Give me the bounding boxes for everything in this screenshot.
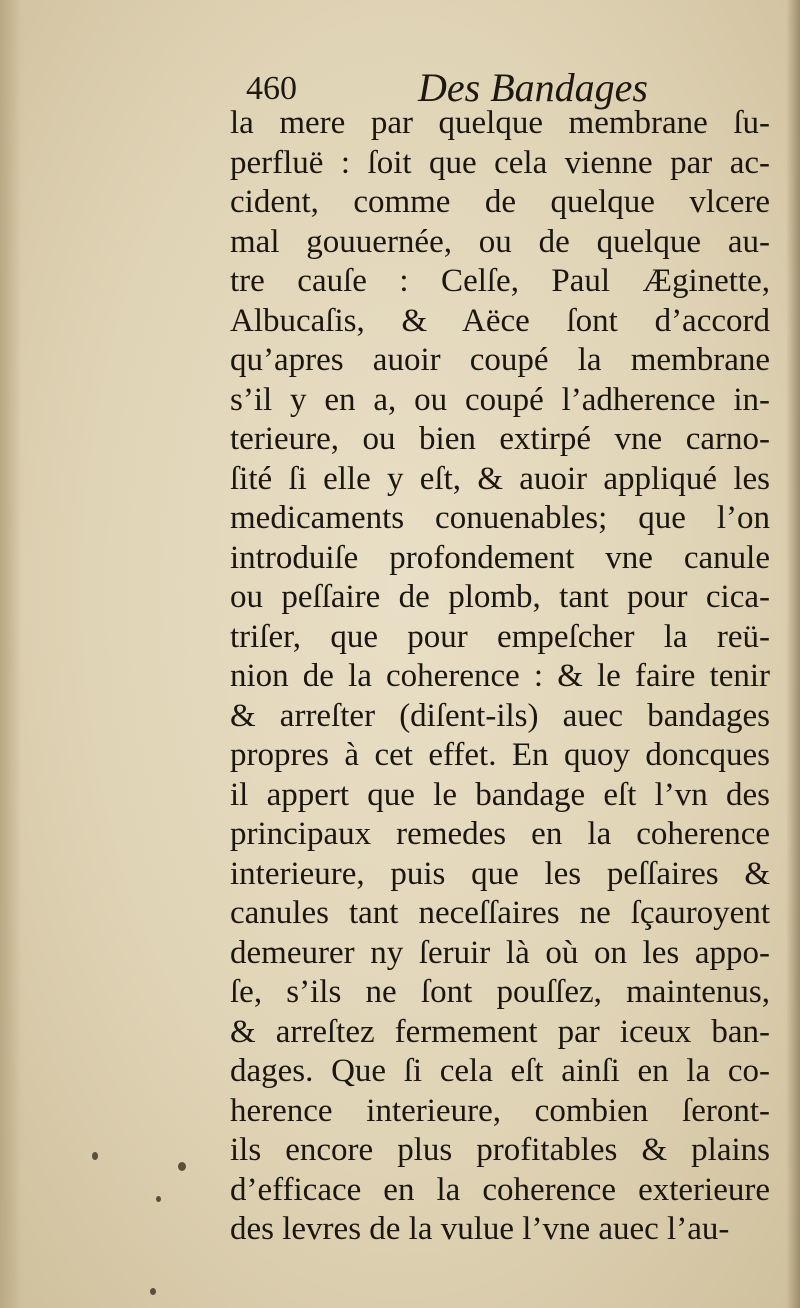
body-text: [230, 104, 770, 1250]
text-line: Albucaſis, & Aëce ſont d’accord: [230, 302, 770, 339]
text-line: ſité ſi elle y eſt, & auoir appliqué les: [230, 460, 770, 497]
text-line: & arreſtez fermement par iceux ban-: [230, 1013, 770, 1050]
text-line: introduiſe profondement vne canule: [230, 539, 770, 576]
text-line: nion de la coherence : & le faire tenir: [230, 658, 770, 694]
text-line: mal gouuernée, ou de quelque au-: [230, 223, 770, 260]
text-line: cident, comme de quelque vlcere: [230, 184, 770, 220]
text-line: canules tant neceſſaires ne ſçauroyent: [230, 895, 770, 931]
text-line: qu’apres auoir coupé la membrane: [230, 342, 770, 378]
text-line: ils encore plus profitables & plains: [230, 1132, 770, 1168]
text-line: des levres de la vulue l’vne auec l’au-: [230, 1211, 730, 1247]
ink-speck: [92, 1152, 98, 1160]
text-line: il appert que le bandage eſt l’vn des: [230, 776, 770, 813]
page-number: 460: [246, 70, 297, 107]
page-edge-shadow-left: [0, 0, 22, 1308]
text-line: ſe, s’ils ne ſont pouſſez, maintenus,: [230, 974, 770, 1010]
text-line: dages. Que ſi cela eſt ainſi en la co-: [230, 1053, 770, 1089]
text-line: s’il y en a, ou coupé l’adherence in-: [230, 381, 770, 418]
text-line: principaux remedes en la coherence: [230, 816, 770, 852]
running-head: Des Bandages: [418, 65, 648, 110]
text-line: propres à cet effet. En quoy doncques: [230, 737, 770, 773]
ink-speck: [178, 1162, 186, 1171]
text-line: terieure, ou bien extirpé vne carno-: [230, 421, 770, 457]
text-line: interieure, puis que les peſſaires &: [230, 855, 770, 892]
text-line: la mere par quelque membrane ſu-: [230, 105, 770, 141]
text-line: & arreſter (diſent-ils) auec bandages: [230, 697, 770, 734]
text-line: triſer, que pour empeſcher la reü-: [230, 618, 770, 655]
ink-speck: [150, 1288, 156, 1295]
text-line: perfluë : ſoit que cela vienne par ac-: [230, 144, 770, 181]
page-edge-shadow-right: [786, 0, 800, 1308]
text-line: demeurer ny ſeruir là où on les appo-: [230, 934, 770, 971]
text-line: medicaments conuenables; que l’on: [230, 500, 770, 536]
ink-speck: [156, 1196, 161, 1202]
text-line: herence interieure, combien ſeront-: [230, 1092, 770, 1129]
text-line: d’efficace en la coherence exterieure: [230, 1171, 770, 1208]
text-line: ou peſſaire de plomb, tant pour cica-: [230, 579, 770, 615]
text-line: tre cauſe : Celſe, Paul Æginette,: [230, 263, 770, 299]
